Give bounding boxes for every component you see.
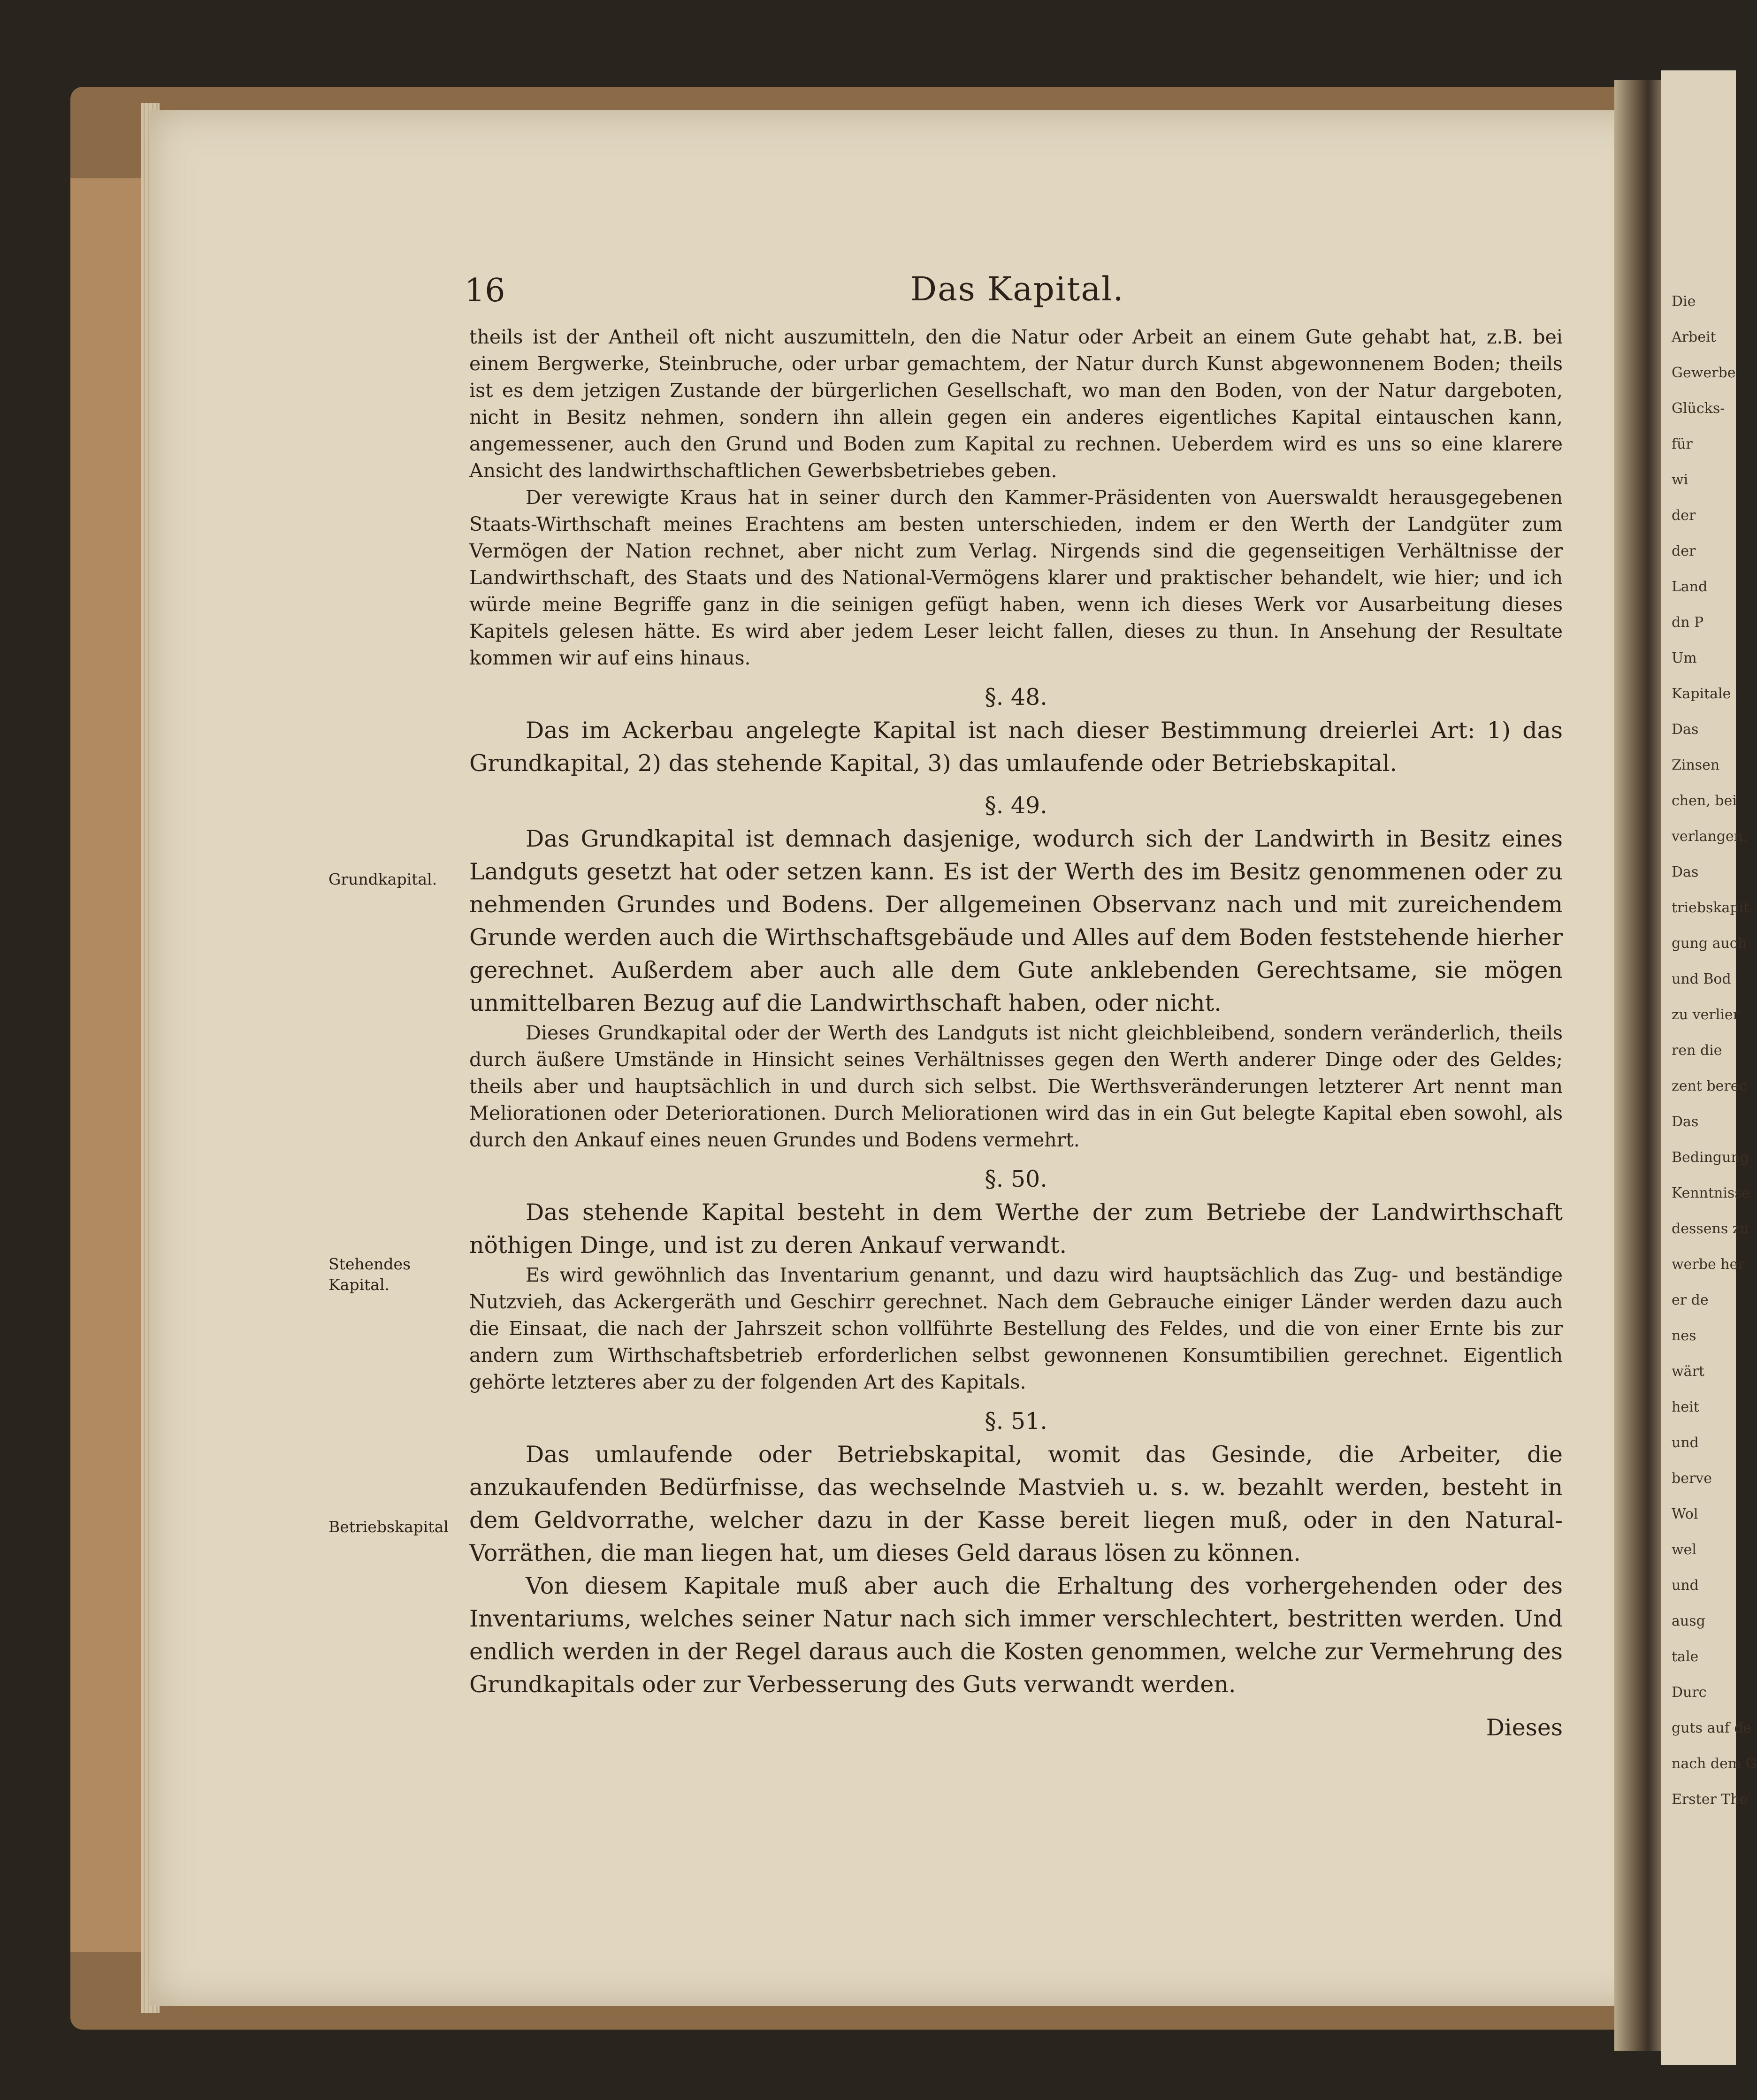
section-51-heading: §. 51.: [985, 1408, 1047, 1435]
facing-page-fragment: Zinsen: [1672, 757, 1720, 773]
intro-paragraph-1: theils ist der Antheil oft nicht auszumitteln, den die Natur oder Arbeit an einem Gute gehabt hat, z.B. bei einem Bergwerke, Steinbruche, oder urbar gemachtem, der Natur durch Kunst abgewonnenem Boden; theils ist es dem jetzigen Zustande der bürgerlichen Gesellschaft, wo man den Boden, von der Natur dargeboten, nicht in Besitz nehmen, sondern ihn allein gegen ein anderes eigentliches Kapital eintauschen kann, angemessener, auch den Grund und Boden zum Kapital zu rechnen. Ueberdem wird es uns so eine klarere Ansicht des landwirthschaftlichen Gewerbsbetriebes geben.: [469, 326, 1563, 482]
facing-page-fragment: Die: [1672, 293, 1696, 310]
facing-page-fragment: chen, bei: [1672, 793, 1737, 809]
facing-page-fragment: zent berec: [1672, 1078, 1747, 1094]
facing-page-fragment: Das: [1672, 1114, 1699, 1130]
section-51-text: Das umlaufende oder Betriebskapital, womit das Gesinde, die Arbeiter, die anzukaufenden Bedürfnisse, das wechselnde Mastvieh u. s. w. bezahlt werden, besteht in dem Geldvorrathe, welcher dazu in der Kasse bereit liegen muß, oder in den Natural-Vorräthen, die man liegen hat, um dieses Geld daraus lösen zu können.: [469, 1441, 1563, 1566]
running-head: Das Kapital.: [910, 270, 1124, 308]
facing-page-fragment: Durc: [1672, 1684, 1707, 1701]
facing-page-fragment: Bedingung: [1672, 1149, 1749, 1166]
facing-page-fragment: Gewerbe: [1672, 365, 1736, 381]
facing-page-fragment: und Bod: [1672, 971, 1731, 987]
facing-page-fragment: werbe her: [1672, 1256, 1745, 1273]
facing-page-fragment: wel: [1672, 1542, 1697, 1558]
main-text: [469, 324, 1563, 1744]
section-50-note: Es wird gewöhnlich das Inventarium genannt, und dazu wird hauptsächlich das Zug- und beständige Nutzvieh, das Ackergeräth und Geschirr gerechnet. Nach dem Gebrauche einiger Länder werden dazu auch die Einsaat, die nach der Jahrszeit schon vollführte Bestellung des Feldes, und die von einer Ernte bis zur andern zum Wirthschaftsbetrieb erforderlichen selbst gewonnenen Konsumtibilien gerechnet. Eigentlich gehörte letzteres aber zu der folgenden Art des Kapitals.: [469, 1264, 1563, 1393]
facing-page-fragment: Kenntnisse: [1672, 1185, 1750, 1201]
section-48-text: Das im Ackerbau angelegte Kapital ist nach dieser Bestimmung dreierlei Art: 1) das Grundkapital, 2) das stehende Kapital, 3) das umlaufende oder Betriebskapital.: [469, 717, 1563, 777]
facing-page-fragment: Arbeit: [1672, 329, 1716, 345]
page-number: 16: [465, 272, 505, 309]
facing-page-fragment: guts auf de: [1672, 1720, 1752, 1736]
facing-page-fragment: nes: [1672, 1328, 1696, 1344]
facing-page-fragment: heit: [1672, 1399, 1699, 1415]
facing-page-fragment: gung auch: [1672, 935, 1747, 952]
margin-note-grundkapital: Grundkapital.: [328, 870, 437, 888]
facing-page-fragment: ren die: [1672, 1042, 1722, 1059]
section-51-text-2: Von diesem Kapitale muß aber auch die Erhaltung des vorhergehenden oder des Inventariums, welches seiner Natur nach sich immer verschlechtert, bestritten werden. Und endlich werden in der Regel daraus auch die Kosten genommen, welche zur Vermehrung des Grundkapitals oder zur Verbesserung des Guts verwandt werden.: [469, 1573, 1563, 1698]
catchword: Dieses: [1486, 1714, 1563, 1741]
facing-page-fragment: Kapitale: [1672, 686, 1731, 702]
facing-page-fragment: Land: [1672, 579, 1708, 595]
section-49-note: Dieses Grundkapital oder der Werth des Landguts ist nicht gleichbleibend, sondern veränderlich, theils durch äußere Umstände in Hinsicht seines Verhältnisses gegen den Werth anderer Dinge oder des Geldes; theils aber und hauptsächlich in und durch sich selbst. Die Werthsveränderungen letzterer Art nennt man Meliorationen oder Deteriorationen. Durch Meliorationen wird das in ein Gut belegte Kapital eben sowohl, als durch den Ankauf eines neuen Grundes und Bodens vermehrt.: [469, 1022, 1563, 1151]
facing-page-fragment: dessens zu: [1672, 1221, 1749, 1237]
facing-page-fragment: der: [1672, 507, 1696, 524]
facing-page-fragment: ausg: [1672, 1613, 1705, 1629]
intro-paragraph-2: Der verewigte Kraus hat in seiner durch den Kammer-Präsidenten von Auerswaldt herausgegebenen Staats-Wirthschaft meines Erachtens am besten unterschieden, indem er den Werth der Landgüter zum Vermögen der Nation rechnet, aber nicht zum Verlag. Nirgends sind die gegenseitigen Verhältnisse der Landwirthschaft, des Staats und des National-Vermögens klarer und praktischer behandelt, wie hier; und ich würde meine Begriffe ganz in die seinigen gefügt haben, wenn ich dieses Werk vor Ausarbeitung dieses Kapitels gelesen hätte. Es wird aber jedem Leser leicht fallen, dieses zu thun. In Ansehung der Resultate kommen wir auf eins hinaus.: [469, 486, 1563, 669]
section-50-heading: §. 50.: [985, 1166, 1047, 1192]
facing-page-fragment: Glücks-: [1672, 400, 1725, 417]
facing-page-fragment: er de: [1672, 1292, 1709, 1308]
section-49-heading: §. 49.: [985, 792, 1047, 819]
facing-page-fragment: nach dem G: [1672, 1756, 1757, 1772]
facing-page-fragment: der: [1672, 543, 1696, 559]
facing-page-fragment: Um: [1672, 650, 1697, 666]
facing-page-fragment: berve: [1672, 1470, 1712, 1487]
margin-note-betriebskapital: Betriebskapital: [328, 1518, 449, 1536]
facing-page-fragments: [1672, 291, 1757, 1825]
facing-page-fragment: verlangen.: [1672, 828, 1748, 845]
facing-page-fragment: dn P: [1672, 614, 1704, 631]
facing-page-fragment: Das: [1672, 721, 1699, 738]
facing-page-fragment: Erster The: [1672, 1791, 1748, 1808]
cover-spine-strip: [70, 178, 153, 1952]
section-48-heading: §. 48.: [985, 684, 1047, 710]
facing-page-fragment: und: [1672, 1435, 1699, 1451]
facing-page-fragment: und: [1672, 1577, 1699, 1594]
facing-page-fragment: für: [1672, 436, 1693, 452]
facing-page-fragment: wärt: [1672, 1363, 1704, 1380]
margin-note-stehendes-kapital: Stehendes Kapital.: [328, 1255, 411, 1294]
facing-page-fragment: Wol: [1672, 1506, 1698, 1522]
section-49-text: Das Grundkapital ist demnach dasjenige, wodurch sich der Landwirth in Besitz eines Landguts gesetzt hat oder setzen kann. Es ist der Werth des im Besitz genommenen oder zu nehmenden Grundes und Bodens. Der allgemeinen Observanz nach und mit zureichendem Grunde werden auch die Wirthschaftsgebäude und Alles auf dem Boden feststehende hierher gerechnet. Außerdem aber auch alle dem Gute anklebenden Gerechtsame, sie mögen unmittelbaren Bezug auf die Landwirthschaft haben, oder nicht.: [469, 825, 1563, 1016]
facing-page-fragment: tale: [1672, 1649, 1699, 1665]
facing-page-fragment: zu verlier: [1672, 1007, 1740, 1023]
facing-page-fragment: wi: [1672, 472, 1688, 488]
section-50-text: Das stehende Kapital besteht in dem Werthe der zum Betriebe der Landwirthschaft nöthigen Dinge, und ist zu deren Ankauf verwandt.: [469, 1199, 1563, 1259]
facing-page-fragment: Das: [1672, 864, 1699, 880]
facing-page-fragment: triebskapit: [1672, 900, 1749, 916]
